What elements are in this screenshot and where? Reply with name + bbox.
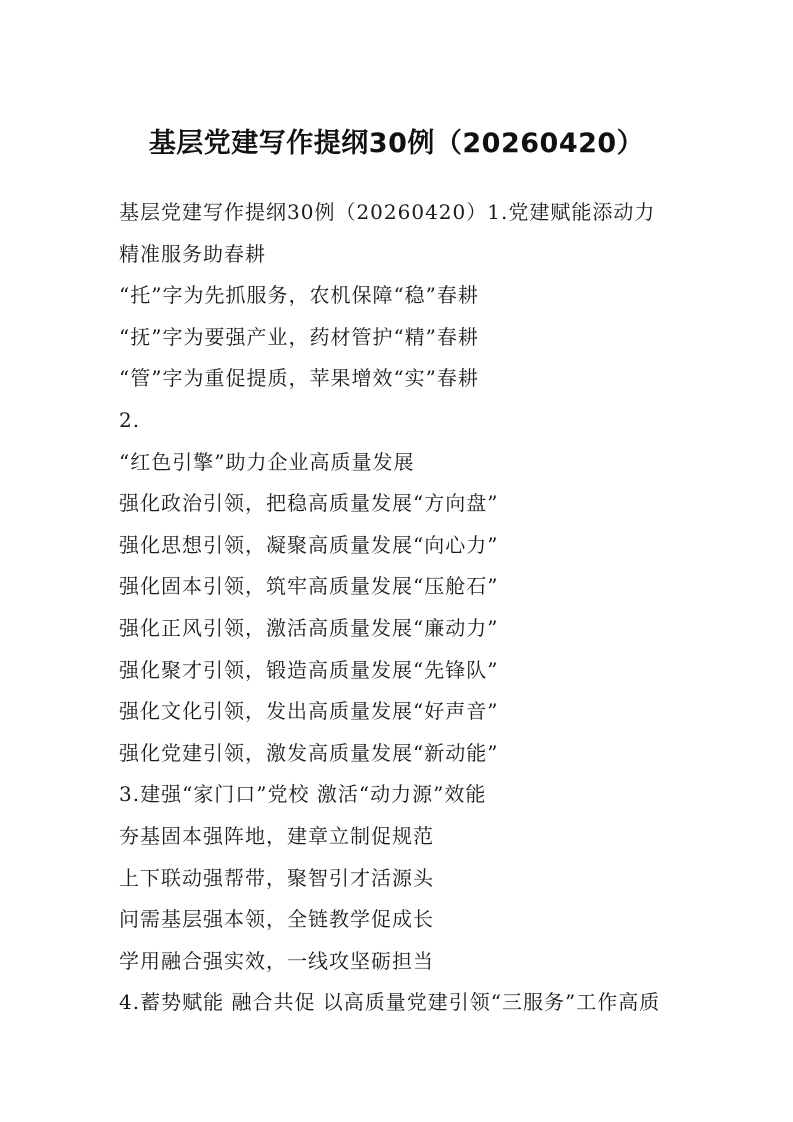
body-line-8: 强化思想引领，凝聚高质量发展“向心力” (119, 532, 499, 557)
body-line-17: 问需基层强本领，全链教学促成长 (119, 907, 434, 932)
body-line-3: “抚”字为要强产业，药材管护“精”春耕 (119, 324, 479, 349)
body-line-5: 2. (119, 407, 141, 432)
body-line-19: 4.蓄势赋能 融合共促 以高质量党建引领“三服务”工作高质 (119, 990, 661, 1015)
body-line-7: 强化政治引领，把稳高质量发展“方向盘” (119, 491, 499, 516)
body-line-16: 上下联动强帮带，聚智引才活源头 (119, 865, 434, 890)
body-line-10: 强化正风引领，激活高质量发展“廉动力” (119, 615, 499, 640)
document-body (119, 192, 679, 1024)
body-line-15: 夯基固本强阵地，建章立制促规范 (119, 823, 434, 848)
body-line-14: 3.建强“家门口”党校 激活“动力源”效能 (119, 782, 487, 807)
body-line-11: 强化聚才引领，锻造高质量发展“先锋队” (119, 657, 499, 682)
body-line-12: 强化文化引领，发出高质量发展“好声音” (119, 699, 499, 724)
body-line-18: 学用融合强实效，一线攻坚砺担当 (119, 948, 434, 973)
body-line-6: “红色引擎”助力企业高质量发展 (119, 449, 415, 474)
document-title: 基层党建写作提纲30例（20260420） (148, 128, 645, 159)
body-line-13: 强化党建引领，激发高质量发展“新动能” (119, 740, 499, 765)
body-line-9: 强化固本引领，筑牢高质量发展“压舱石” (119, 574, 499, 599)
body-line-1: 基层党建写作提纲30例（20260420）1.党建赋能添动力 精准服务助春耕 (119, 200, 656, 266)
body-line-4: “管”字为重促提质，苹果增效“实”春耕 (119, 366, 479, 391)
body-line-2: “托”字为先抓服务，农机保障“稳”春耕 (119, 283, 479, 308)
